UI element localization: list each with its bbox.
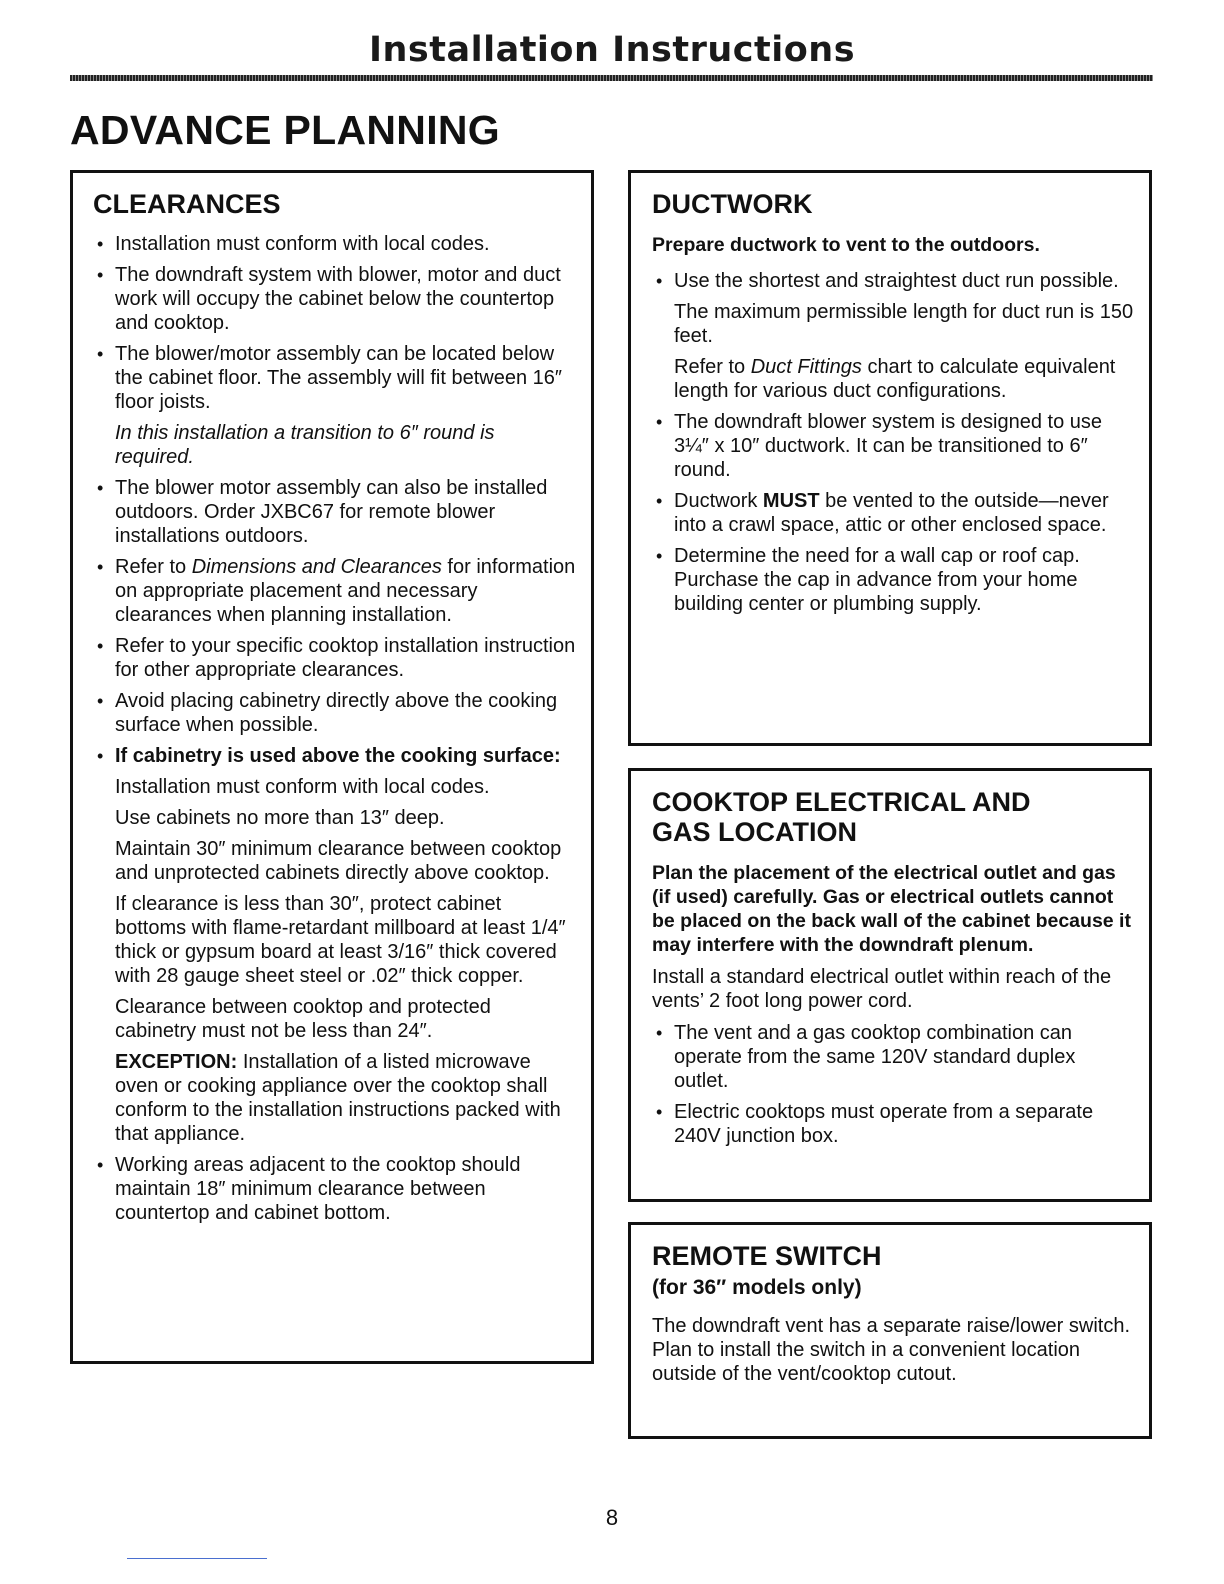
page-header-title: Installation Instructions [368, 30, 856, 70]
electrical-title [652, 787, 1135, 847]
electrical-body: Install a standard electrical outlet within reach of the vents’ 2 foot long power cord. [652, 966, 1112, 1012]
list-item [652, 1021, 1135, 1093]
clearances-bullet-1: Installation must conform with local codes. [115, 233, 490, 255]
ductwork-bullet-3-pre: Ductwork [674, 490, 758, 512]
ductwork-bullet-1-p2-post: chart to calculate equivalent length for various duct configurations. [674, 356, 1116, 402]
list-item [93, 634, 577, 682]
header-rule [70, 75, 1153, 81]
clearances-title: CLEARANCES [93, 189, 281, 219]
list-item [93, 342, 577, 469]
ductwork-bullet-1: Use the shortest and straightest duct run possible. [674, 270, 1119, 292]
clearances-bullet-3: The blower/motor assembly can be located below the cabinet floor. The assembly will fit between 16″ floor joists. [115, 343, 562, 413]
ductwork-must: MUST [762, 490, 820, 512]
cabinetry-p2: Use cabinets no more than 13″ deep. [115, 807, 445, 829]
ductwork-bullet-4: Determine the need for a wall cap or roof cap. Purchase the cap in advance from your home building center or plumbing supply. [674, 545, 1080, 615]
cabinetry-p5: Clearance between cooktop and protected cabinetry must not be less than 24″. [115, 996, 491, 1042]
clearances-box [70, 170, 594, 1364]
clearances-bullet-9: Working areas adjacent to the cooktop should maintain 18″ minimum clearance between countertop and cabinet bottom. [115, 1154, 521, 1224]
electrical-bullet-2: Electric cooktops must operate from a separate 240V junction box. [674, 1101, 1094, 1147]
remote-switch-body: The downdraft vent has a separate raise/lower switch. Plan to install the switch in a convenient location outside of the vent/cooktop cutout. [652, 1315, 1131, 1385]
list-item [93, 555, 577, 627]
clearances-list [93, 232, 577, 1225]
ductwork-box [628, 170, 1152, 746]
list-item [652, 1100, 1135, 1148]
list-item [93, 476, 577, 548]
clearances-bullet-4: The blower motor assembly can also be installed outdoors. Order JXBC67 for remote blower installations outdoors. [115, 477, 548, 547]
exception-label: EXCEPTION: [115, 1051, 238, 1073]
clearances-bullet-5-post: for information on appropriate placement and necessary clearances when planning installation. [115, 556, 576, 626]
ductwork-bullet-2: The downdraft blower system is designed to use 3¼″ x 10″ ductwork. It can be transitioned to 6″ round. [674, 411, 1102, 481]
ductwork-title: DUCTWORK [652, 189, 813, 219]
clearances-bullet-5-pre: Refer to [115, 556, 187, 578]
electrical-title-line-1: COOKTOP ELECTRICAL AND [652, 787, 1031, 817]
list-item [93, 232, 577, 256]
list-item [93, 263, 577, 335]
cabinetry-above-lead: If cabinetry is used above the cooking surface: [115, 745, 561, 767]
cabinetry-p3: Maintain 30″ minimum clearance between cooktop and unprotected cabinets directly above cooktop. [115, 838, 562, 884]
clearances-bullet-2: The downdraft system with blower, motor and duct work will occupy the cabinet below the countertop and cooktop. [115, 264, 561, 334]
list-item [93, 689, 577, 737]
clearances-bullet-3-note: In this installation a transition to 6″ round is required. [115, 422, 495, 468]
bottom-rule [127, 1558, 267, 1559]
ductwork-bullet-1-p2-pre: Refer to [674, 356, 746, 378]
remote-switch-box [628, 1222, 1152, 1439]
ductwork-bullet-1-p2 [674, 355, 1135, 403]
clearances-bullet-7: Avoid placing cabinetry directly above the cooking surface when possible. [115, 690, 558, 736]
duct-fittings-reference: Duct Fittings [750, 356, 862, 378]
remote-switch-title: REMOTE SWITCH [652, 1241, 882, 1271]
cabinetry-p1: Installation must conform with local codes. [115, 776, 490, 798]
list-item [652, 269, 1135, 403]
ductwork-bullet-1-p1: The maximum permissible length for duct run is 150 feet. [674, 301, 1134, 347]
cabinetry-p4: If clearance is less than 30″, protect cabinet bottoms with flame-retardant millboard at least 1/4″ thick or gypsum board at least 3/16″ thick covered with 28 gauge sheet steel or .02″ thick copper. [115, 893, 566, 987]
electrical-gas-box [628, 768, 1152, 1202]
electrical-lead: Plan the placement of the electrical outlet and gas (if used) carefully. Gas or electrical outlets cannot be placed on the back wall of the cabinet because it may interfere with the downdraft plenum. [652, 862, 1131, 956]
page-number: 8 [605, 1505, 619, 1530]
list-item [652, 544, 1135, 616]
ductwork-list [652, 269, 1135, 616]
list-item [93, 1153, 577, 1225]
exception-text: Installation of a listed microwave oven or cooking appliance over the cooktop shall conform to the installation instructions packed with that appliance. [115, 1051, 561, 1145]
electrical-list [652, 1021, 1135, 1148]
ductwork-lead: Prepare ductwork to vent to the outdoors. [652, 234, 1040, 256]
dimensions-clearances-reference: Dimensions and Clearances [191, 556, 442, 578]
exception-paragraph [115, 1050, 577, 1146]
section-heading: ADVANCE PLANNING [70, 107, 500, 153]
clearances-bullet-6: Refer to your specific cooktop installation instruction for other appropriate clearances. [115, 635, 576, 681]
electrical-title-line-2: GAS LOCATION [652, 817, 857, 847]
electrical-bullet-1: The vent and a gas cooktop combination can operate from the same 120V standard duplex outlet. [674, 1022, 1076, 1092]
list-item [652, 410, 1135, 482]
remote-switch-subtitle: (for 36″ models only) [652, 1276, 862, 1299]
ductwork-bullet-3-post: be vented to the outside—never into a crawl space, attic or other enclosed space. [674, 490, 1109, 536]
list-item [652, 489, 1135, 537]
list-item [93, 744, 577, 1146]
